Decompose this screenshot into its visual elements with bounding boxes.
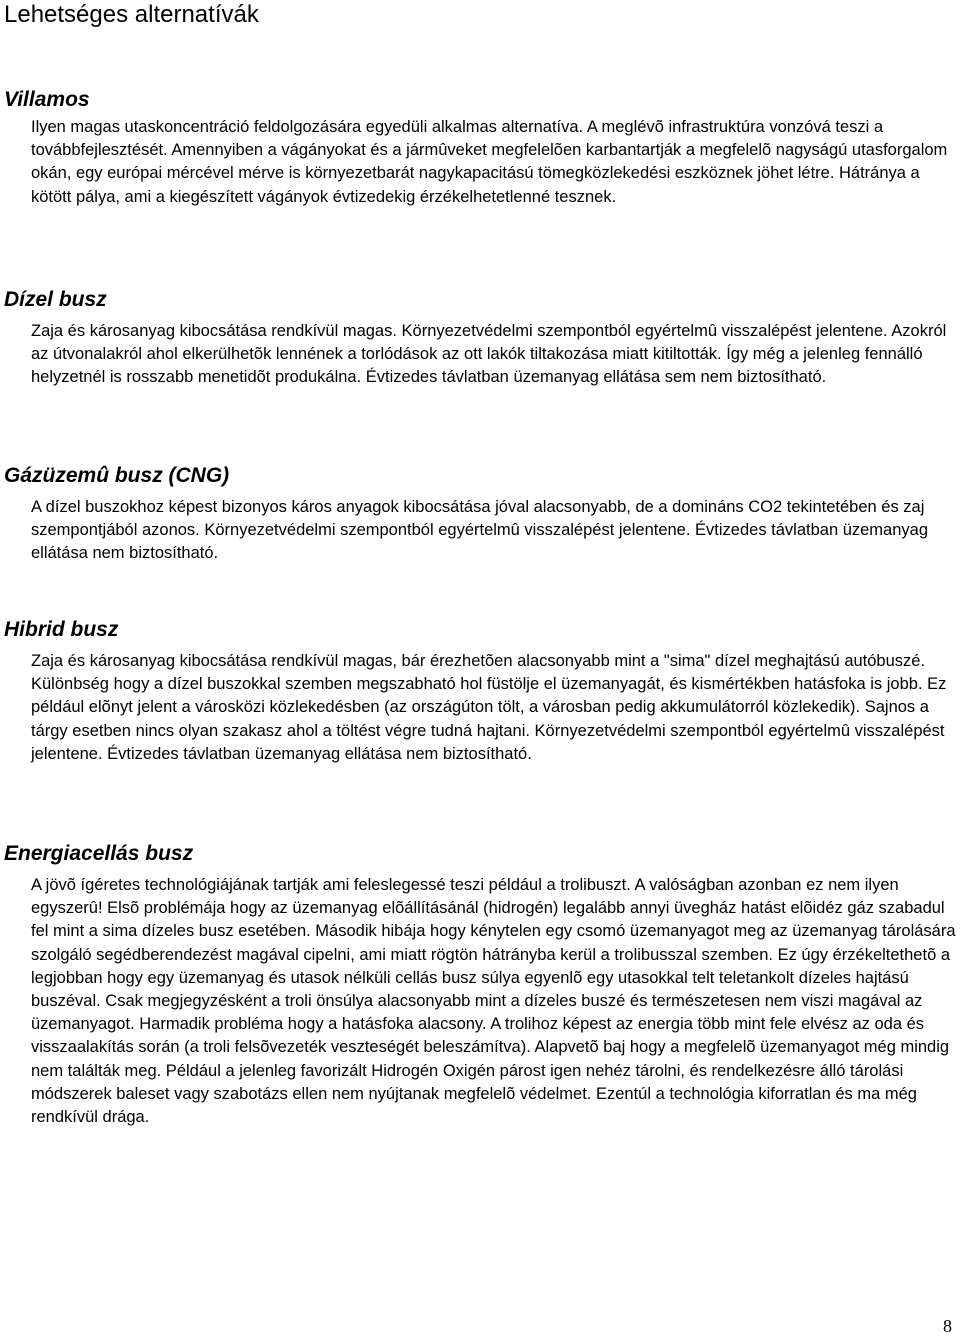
section-body: Ilyen magas utaskoncentráció feldolgozására egyedüli alkalmas alternatíva. A meglévõ infrastruktúra vonzóvá teszi a továbbfejlesztését. Amennyiben a vágányokat és a jármûveket megfelelõen karbantartják a megfelelõ nagyságú utasforgalom okán, egy európai mércével mérve is környezetbarát nagykapacitású tömegközlekedési eszköznek jöhet létre. Hátránya a kötött pálya, ami a kiegészített vágányok évtizedekig érzékelhetetlenné tesznek. (31, 118, 948, 206)
section-heading: Hibrid busz (4, 618, 119, 641)
section-villamos (4, 86, 956, 209)
section-body: A jövõ ígéretes technológiájának tartják ami feleslegessé teszi például a trolibuszt. A valóságban azonban ez nem ilyen egyszerû! Elsõ problémája hogy az üzemanyag elõállításánál (hidrogén) legalább annyi üvegház hatást elõidéz gáz szabadul fel mint a sima dízeles busz esetében. Második hibája hogy kénytelen egy csomó üzemanyagot meg az üzemanyag tárolására szolgáló segédberendezést magával cipelni, ami miatt rögtön hátrányba kerül a trolibusszal szemben. Ez úgy érzékeltethetõ a legjobban hogy egy üzemanyag és utasok nélküli cellás busz súlya egyenlõ egy utasokkal telt teletankolt dízeles hajtású buszéval. Csak megjegyzésként a troli önsúlya alacsonyabb mint a dízeles buszé és természetesen nem viszi magával az üzemanyagot. Harmadik probléma hogy a hatásfoka alacsony. A trolihoz képest az energia több mint fele elvész az oda és visszaalakítás során (a troli felsõvezeték veszteségét beleszámítva). Alapvetõ baj hogy a megfelelõ üzemanyagot még mindig nem találták meg. Például a jelenleg favorizált Hidrogén Oxigén párost igen nehéz tárolni, és rendelkezésre álló tárolási módszerek baleset vagy szabotázs ellen nem nyújtanak megfelelõ védelmet. Ezentúl a technológia kiforratlan és ma még rendkívül drága. (31, 876, 956, 1127)
section-gazuzemu-busz (4, 462, 956, 566)
section-body: A dízel buszokhoz képest bizonyos káros anyagok kibocsátása jóval alacsonyabb, de a domináns CO2 tekintetében és zaj szempontjából azonos. Környezetvédelmi szempontból egyértelmû visszalépést jelentene. Évtizedes távlatban üzemanyag ellátása nem biztosítható. (31, 498, 929, 563)
section-energiacellas-busz (4, 840, 956, 1129)
section-hibrid-busz (4, 616, 956, 766)
section-heading: Dízel busz (4, 288, 107, 311)
section-heading: Energiacellás busz (4, 842, 194, 865)
section-heading: Gázüzemû busz (CNG) (4, 464, 230, 487)
section-heading: Villamos (4, 88, 90, 111)
section-body: Zaja és károsanyag kibocsátása rendkívül magas, bár érezhetõen alacsonyabb mint a "sima" dízel meghajtású autóbuszé. Különbség hogy a dízel buszokkal szemben megszabható hol füstölje el üzemanyagát, és kismértékben hatásfoka is jobb. Ez például elõnyt jelent a városközi közlekedésben (az országúton tölt, a városban pedig akkumulátorról közlekedik). Sajnos a tárgy esetben nincs olyan szakasz ahol a töltést végre tudná hajtani. Környezetvédelmi szempontból egyértelmû visszalépést jelentene. Évtizedes távlatban üzemanyag ellátása nem biztosítható. (31, 652, 947, 763)
page-number: 8 (943, 1316, 952, 1336)
section-dizel-busz (4, 286, 956, 390)
page-title: Lehetséges alternatívák (4, 1, 259, 28)
section-body: Zaja és károsanyag kibocsátása rendkívül magas. Környezetvédelmi szempontból egyértelmû visszalépést jelentene. Azokról az útvonalakról ahol elkerülhetõk lennének a torlódások az ott lakók tiltakozása miatt kitiltották. Így még a jelenleg fennálló helyzetnél is rosszabb menetidõt produkálna. Évtizedes távlatban üzemanyag ellátása sem nem biztosítható. (31, 322, 947, 387)
